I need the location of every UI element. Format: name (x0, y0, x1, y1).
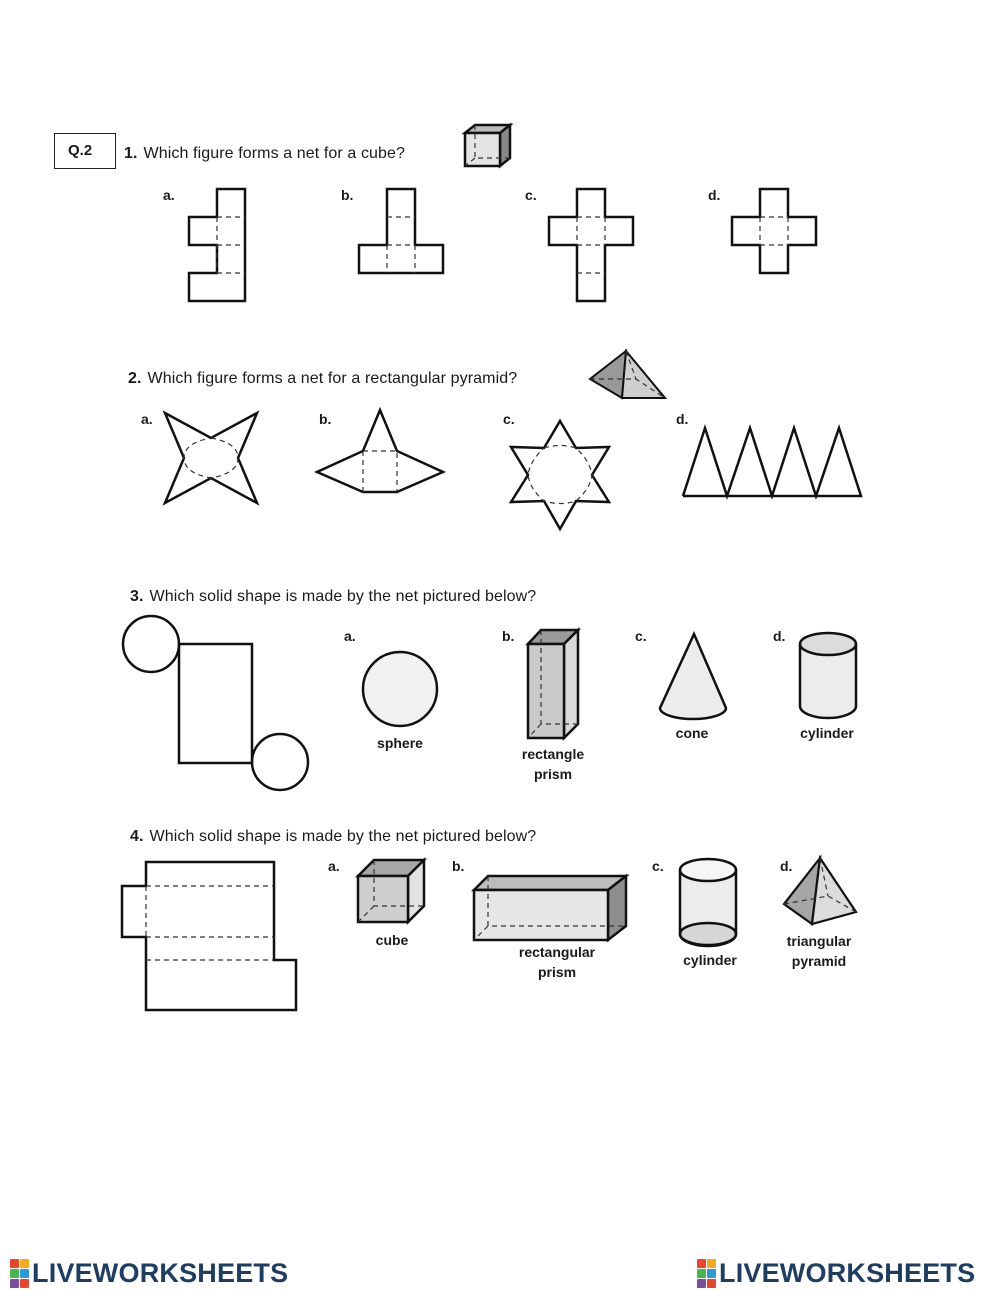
q4-caption-c: cylinder (683, 952, 737, 968)
q2-option-c[interactable]: c. (503, 411, 515, 427)
q4-option-a[interactable]: a. (328, 858, 340, 874)
footer-logo-left[interactable] (10, 1258, 288, 1289)
rectangle-prism-icon[interactable] (524, 628, 580, 740)
logo-blocks-icon (697, 1259, 716, 1288)
q4-caption-b-text: rectangular prism (518, 944, 596, 980)
q1-net-b[interactable] (359, 189, 443, 273)
q3-caption-c: cone (675, 725, 709, 741)
q4-option-c[interactable]: c. (652, 858, 664, 874)
q2-net-b[interactable] (317, 410, 443, 492)
logo-block (697, 1279, 706, 1288)
q2-net-c[interactable] (510, 421, 610, 529)
q4-caption-d-text: triangular pyramid (786, 933, 852, 969)
q4-caption-b (497, 942, 617, 982)
q3-option-c[interactable]: c. (635, 628, 647, 644)
logo-block (10, 1279, 19, 1288)
q4-caption-d (769, 931, 869, 971)
logo-block (10, 1259, 19, 1268)
question-4-text: Which solid shape is made by the net pictured below? (149, 828, 537, 845)
q3-caption-b-text: rectangle prism (521, 746, 585, 782)
question-4 (130, 828, 536, 846)
q2-option-b[interactable]: b. (319, 411, 332, 427)
triangular-pyramid-icon[interactable] (782, 856, 858, 928)
q4-caption-a: cube (375, 932, 409, 948)
logo-block (10, 1269, 19, 1278)
question-2 (128, 370, 517, 388)
cube-icon (462, 122, 512, 168)
q3-option-d[interactable]: d. (773, 628, 786, 644)
q2-net-d[interactable] (683, 428, 861, 496)
q1-option-a[interactable]: a. (163, 187, 175, 203)
q1-option-c[interactable]: c. (525, 187, 537, 203)
footer-logo-right[interactable] (697, 1258, 975, 1289)
q3-cylinder-net (122, 614, 310, 792)
q4-option-b[interactable]: b. (452, 858, 465, 874)
question-1-number: 1. (124, 145, 138, 162)
question-3-text: Which solid shape is made by the net pictured below? (149, 588, 537, 605)
logo-block (20, 1279, 29, 1288)
question-1 (124, 145, 405, 163)
logo-block (697, 1259, 706, 1268)
question-label: Q.2 (54, 133, 116, 169)
logo-block (707, 1269, 716, 1278)
rectangular-prism-icon[interactable] (472, 874, 628, 942)
q1-net-a[interactable] (189, 189, 245, 301)
cone-icon[interactable] (658, 632, 728, 722)
cylinder-icon[interactable] (798, 630, 858, 722)
sphere-icon[interactable] (361, 650, 439, 728)
cube-solid-icon[interactable] (356, 858, 426, 924)
q3-caption-b (497, 744, 609, 784)
logo-block (20, 1269, 29, 1278)
q3-option-b[interactable]: b. (502, 628, 515, 644)
q1-net-c[interactable] (549, 189, 633, 301)
logo-block (20, 1259, 29, 1268)
logo-block (707, 1259, 716, 1268)
logo-blocks-icon (10, 1259, 29, 1288)
q3-option-a[interactable]: a. (344, 628, 356, 644)
q3-caption-d: cylinder (800, 725, 854, 741)
question-4-number: 4. (130, 828, 144, 845)
question-2-number: 2. (128, 370, 142, 387)
q2-net-a[interactable] (165, 413, 257, 503)
cylinder-solid-icon[interactable] (678, 856, 738, 948)
question-3 (130, 588, 536, 606)
q2-option-d[interactable]: d. (676, 411, 689, 427)
logo-block (707, 1279, 716, 1288)
logo-block (697, 1269, 706, 1278)
question-3-number: 3. (130, 588, 144, 605)
q1-net-d[interactable] (732, 189, 816, 273)
q2-option-a[interactable]: a. (141, 411, 153, 427)
q4-prism-net (122, 862, 298, 1012)
q4-option-d[interactable]: d. (780, 858, 793, 874)
question-1-text: Which figure forms a net for a cube? (143, 145, 406, 162)
q1-option-d[interactable]: d. (708, 187, 721, 203)
pyramid-icon (589, 349, 667, 401)
brand-name: LIVEWORKSHEETS (719, 1258, 976, 1288)
brand-name: LIVEWORKSHEETS (32, 1258, 289, 1288)
q1-option-b[interactable]: b. (341, 187, 354, 203)
q3-caption-a: sphere (377, 735, 423, 751)
question-2-text: Which figure forms a net for a rectangular pyramid? (147, 370, 518, 387)
